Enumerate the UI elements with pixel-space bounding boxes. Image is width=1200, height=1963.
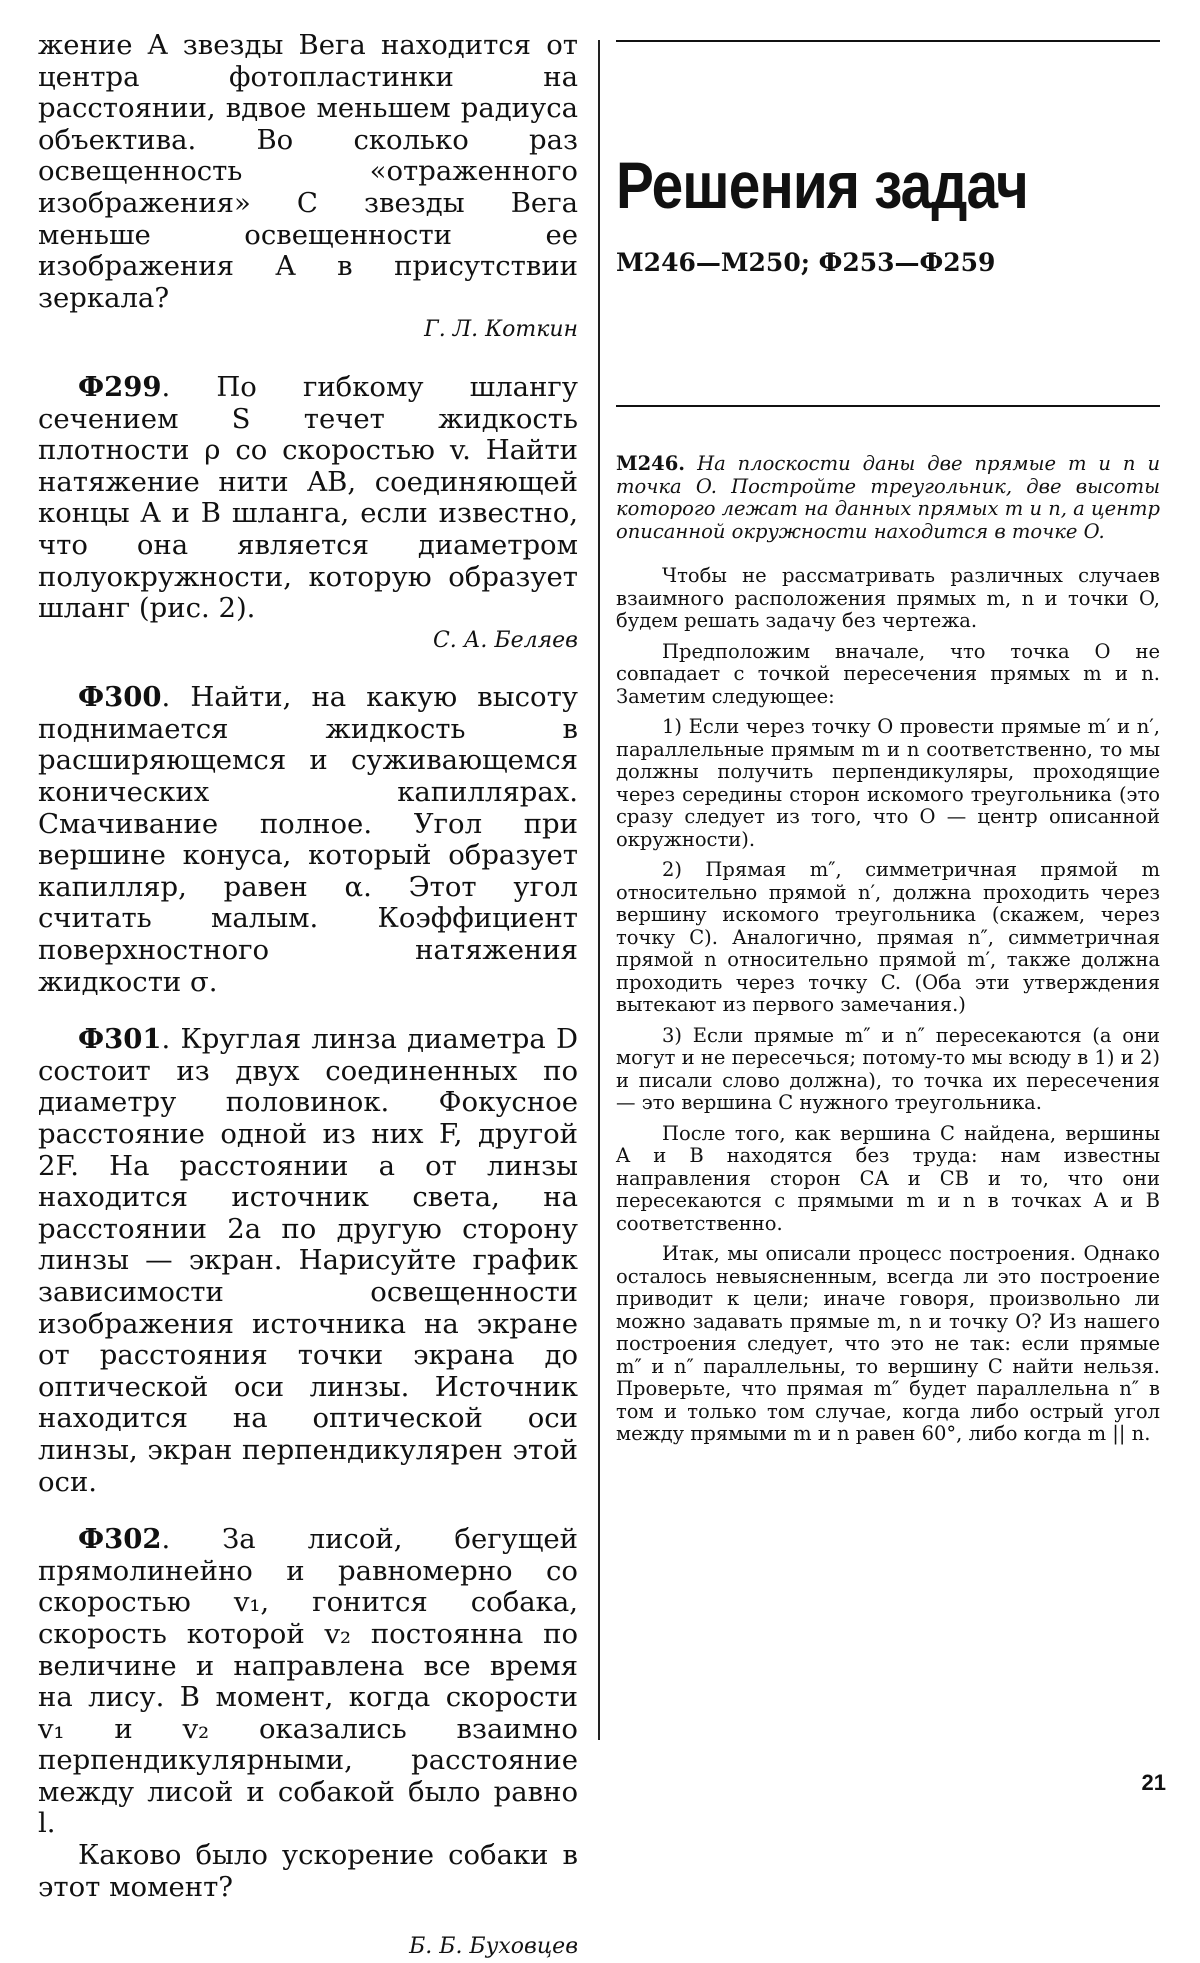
problem-question: Каково было ускорение собаки в этот момент? xyxy=(38,1839,578,1903)
problem-id: Ф301 xyxy=(78,1023,162,1056)
left-column xyxy=(38,30,578,1963)
problem-text: . Найти, на какую высоту поднимается жидкость в расширяющемся и суживающемся конических капиллярах. Смачивание полное. Угол при вершине конуса, который образует капилляр, равен α. Этот угол считать малым. Коэффициент поверхностного натяжения жидкости σ. xyxy=(38,681,578,998)
problem-m246 xyxy=(616,453,1160,543)
right-column xyxy=(616,30,1160,1454)
problem-text: . За лисой, бегущей прямолинейно и равномерно со скоростью v₁, гонится собака, скорость которой v₂ постоянна по величине и направлена все время на лису. В момент, когда скорости v₁ и v₂ оказались взаимно перпендикулярными, расстояние между лисой и собакой было равно l. xyxy=(38,1523,578,1840)
solution-paragraph: Итак, мы описали процесс построения. Однако осталось невыясненным, всегда ли это построение приводит к цели; иначе говоря, произвольно ли можно задавать прямые m, n и точку O? Из нашего построения следует, что это не так: если прямые m″ и n″ параллельны, то вершину C найти нельзя. Проверьте, что прямая m″ будет параллельна n″ в том и только том случае, когда либо острый угол между прямыми m и n равен 60°, либо когда m || n. xyxy=(616,1242,1160,1445)
author-signature: С. А. Беляев xyxy=(432,627,578,653)
problem-text: . По гибкому шлангу сечением S течет жидкость плотности ρ со скоростью v. Найти натяжение нити AB, соединяющей концы A и B шланга, если известно, что она является диаметром полуокружности, которую образует шланг (рис. 2). xyxy=(38,370,578,625)
problem-text: . Круглая линза диаметра D состоит из двух соединенных по диаметру половинок. Фокусное расстояние одной из них F, другой 2F. На расстоянии a от линзы находится источник света, на расстоянии 2a по другую сторону линзы — экран. Нарисуйте график зависимости освещенности изображения источника на экране от расстояния точки экрана до оптической оси линзы. Источник находится на оптической оси линзы, экран перпендикулярен этой оси. xyxy=(38,1023,578,1498)
solution-paragraph: После того, как вершина C найдена, вершины A и B находятся без труда: нам известны направления сторон CA и CB и то, что они пересекаются с прямыми m и n в точках A и B соответственно. xyxy=(616,1121,1160,1235)
problem-id: М246. xyxy=(616,452,686,475)
solution-paragraph: Предположим вначале, что точка O не совпадает с точкой пересечения прямых m и n. Заметим следующее: xyxy=(616,639,1160,708)
section-subheading: М246—М250; Ф253—Ф259 xyxy=(616,248,996,277)
solution-paragraph: 2) Прямая m″, симметричная прямой m относительно прямой n′, должна проходить через вершину искомого треугольника (скажем, через точку C). Аналогично, прямая n″, симметричная прямой n относительно прямой m′, также должна проходить через точку C. (Оба эти утверждения вытекают из первого замечания.) xyxy=(616,858,1160,1016)
problem-statement: На плоскости даны две прямые m и n и точка O. Постройте треугольник, две высоты которого лежат на данных прямых m и n, а центр описанной окружности находится в точке O. xyxy=(616,452,1160,543)
section-heading: Решения задач xyxy=(616,148,1028,222)
page-number: 21 xyxy=(1141,1770,1166,1795)
solution-paragraph: Чтобы не рассматривать различных случаев взаимного расположения прямых m, n и точки O, будем решать задачу без чертежа. xyxy=(616,564,1160,632)
author-signature: Г. Л. Коткин xyxy=(424,317,578,343)
top-rule xyxy=(616,40,1160,42)
problem-f299 xyxy=(38,372,578,656)
author-signature: Б. Б. Буховцев xyxy=(409,1934,578,1960)
column-divider xyxy=(598,40,600,1740)
solution-paragraph: 1) Если через точку O провести прямые m′ и n′, параллельные прямым m и n соответственно, то мы должны получить перпендикуляры, проходящие через середины сторон искомого треугольника (это сразу следует из того, что O — центр описанной окружности). xyxy=(616,715,1160,851)
problem-f301 xyxy=(38,1024,578,1498)
middle-rule xyxy=(616,405,1160,407)
continuation-text: жение A звезды Вега находится от центра фотопластинки на расстоянии, вдвое меньшем радиуса объектива. Во сколько раз освещенность «отраженного изображения» C звезды Вега меньше освещенности ее изображения A в присутствии зеркала? xyxy=(38,29,578,314)
problem-id: Ф299 xyxy=(78,370,162,403)
problem-id: Ф300 xyxy=(78,681,162,714)
solution-text xyxy=(616,565,1160,1446)
problem-id: Ф302 xyxy=(78,1523,162,1556)
solution-paragraph: 3) Если прямые m″ и n″ пересекаются (а они могут и не пересечься; потому-то мы всюду в 1) и 2) и писали слово должна), то точка их пересечения — это вершина C нужного треугольника. xyxy=(616,1023,1160,1114)
problem-f300 xyxy=(38,682,578,998)
problem-f302 xyxy=(38,1524,578,1963)
